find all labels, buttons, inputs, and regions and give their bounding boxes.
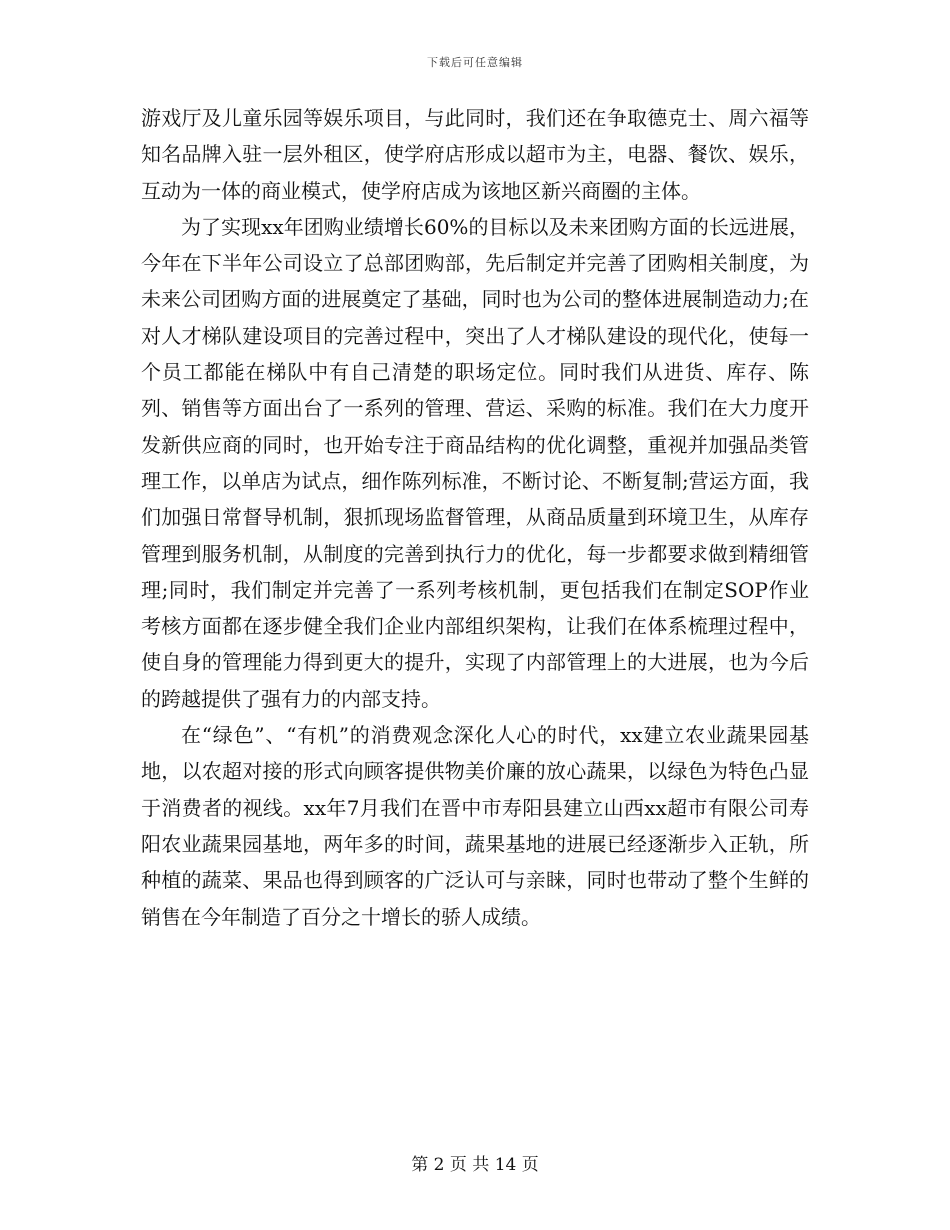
paragraph-continuation: 游戏厅及儿童乐园等娱乐项目，与此同时，我们还在争取德克士、周六福等知名品牌入驻一层外租区，使学府店形成以超市为主，电器、餐饮、娱乐，互动为一体的商业模式，使学府店成为该地区新兴商圈的主体。 (141, 106, 809, 203)
paragraph-group-purchase: 为了实现xx年团购业绩增长60%的目标以及未来团购方面的长远进展，今年在下半年公司设立了总部团购部，先后制定并完善了团购相关制度，为未来公司团购方面的进展奠定了基础，同时也为公司的整体进展制造动力;在对人才梯队建设项目的完善过程中，突出了人才梯队建设的现代化，使每一个员工都能在梯队中有自己清楚的职场定位。同时我们从进货、库存、陈列、销售等方面出台了一系列的管理、营运、采购的标准。我们在大力度开发新供应商的同时，也开始专注于商品结构的优化调整，重视并加强品类管理工作，以单店为试点，细作陈列标准，不断讨论、不断复制;营运方面，我们加强日常督导机制，狠抓现场监督管理，从商品质量到环境卫生，从库存管理到服务机制，从制度的完善到执行力的优化，每一步都要求做到精细管理;同时，我们制定并完善了一系列考核机制，更包括我们在制定SOP作业考核方面都在逐步健全我们企业内部组织架构，让我们在体系梳理过程中，使自身的管理能力得到更大的提升，实现了内部管理上的大进展，也为今后的跨越提供了强有力的内部支持。 (141, 214, 809, 711)
page-header: 下载后可任意编辑 (427, 56, 523, 69)
document-body (141, 100, 809, 935)
paragraph-green-base: 在“绿色”、“有机”的消费观念深化人心的时代，xx建立农业蔬果园基地，以农超对接的形式向顾客提供物美价廉的放心蔬果，以绿色为特色凸显于消费者的视线。xx年7月我们在晋中市寿阳县建立山西xx超市有限公司寿阳农业蔬果园基地，两年多的时间，蔬果基地的进展已经逐渐步入正轨，所种植的蔬菜、果品也得到顾客的广泛认可与亲睐，同时也带动了整个生鲜的销售在今年制造了百分之十增长的骄人成绩。 (141, 723, 809, 929)
page-number-footer: 第 2 页 共 14 页 (411, 1155, 539, 1175)
